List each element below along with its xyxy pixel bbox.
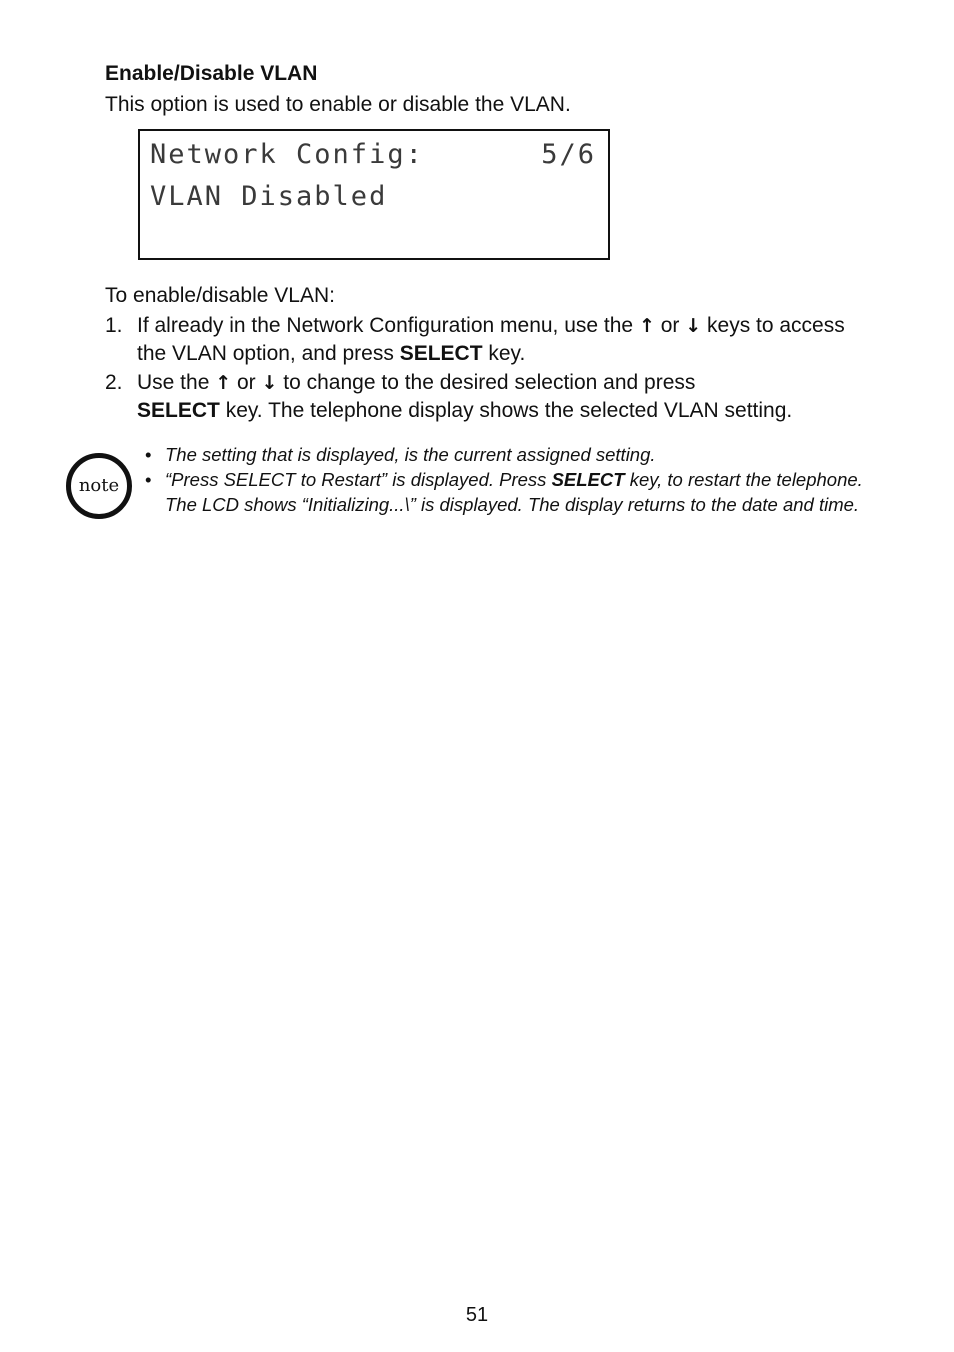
lcd-line-1: Network Config: (150, 139, 424, 170)
note-item (145, 467, 875, 517)
step-text-part: keys to access the VLAN option, and press (137, 314, 845, 365)
step-text-part: If already in the Network Configuration menu, use the (137, 314, 634, 337)
steps-intro: To enable/disable VLAN: (105, 284, 335, 307)
step-text-or: or (236, 371, 256, 394)
down-arrow-icon: ↓ (685, 315, 702, 337)
up-arrow-icon: ↑ (638, 315, 655, 337)
lcd-display (138, 129, 610, 260)
down-arrow-icon: ↓ (261, 372, 278, 394)
up-arrow-icon: ↑ (215, 372, 232, 394)
select-key-label: SELECT (399, 342, 483, 365)
step-text-part: key. (488, 342, 526, 365)
bullet-icon: • (145, 469, 152, 490)
page-number: 51 (465, 1304, 489, 1326)
step-text-or: or (660, 314, 680, 337)
note-icon (66, 453, 132, 519)
section-intro: This option is used to enable or disable the VLAN. (105, 93, 571, 116)
step-text-part: to change to the desired selection and press (283, 371, 696, 394)
step-text-part: key. The telephone display shows the selected VLAN setting. (225, 399, 793, 422)
step-number: 1. (105, 314, 123, 337)
note-text: “Press SELECT to Restart” is displayed. Press (165, 469, 547, 490)
step-text (137, 369, 867, 424)
note-item (145, 442, 875, 467)
lcd-line-2: VLAN Disabled (150, 181, 388, 212)
select-key-label: SELECT (137, 399, 220, 422)
lcd-page-indicator: 5/6 (541, 139, 596, 170)
note-list (145, 442, 875, 517)
note-icon-label: note (78, 474, 120, 496)
note-text: The setting that is displayed, is the current assigned setting. (165, 444, 656, 465)
bullet-icon: • (145, 444, 152, 465)
step-number: 2. (105, 371, 123, 394)
section-heading: Enable/Disable VLAN (105, 62, 318, 85)
note-text: key, to restart the telephone. The LCD shows “Initializing...\” is displayed. The display returns to the date and time. (165, 469, 863, 515)
select-key-label: SELECT (551, 469, 625, 490)
step-text-part: Use the (137, 371, 210, 394)
step-text (137, 312, 867, 367)
